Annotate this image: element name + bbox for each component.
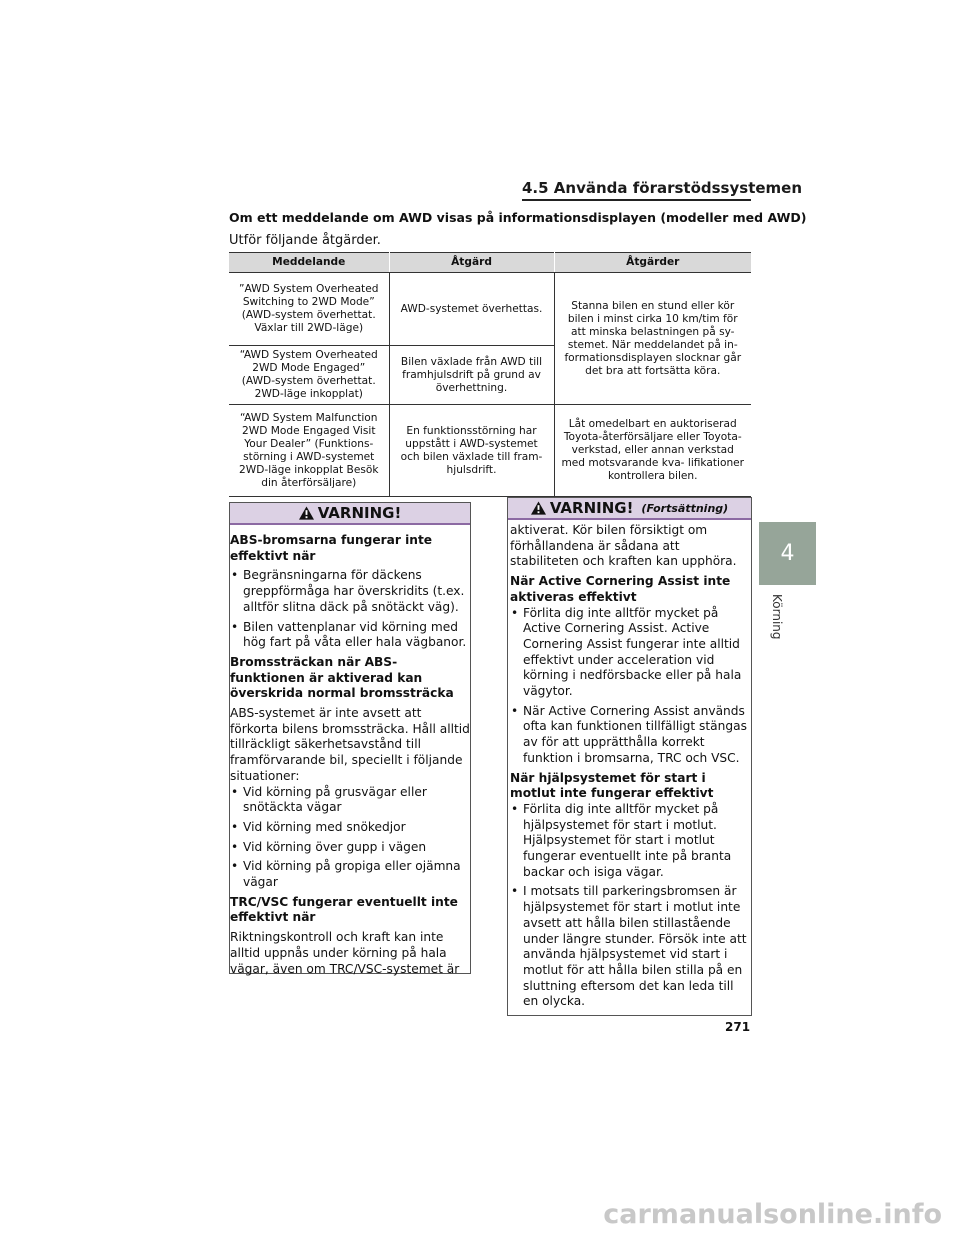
intro-text: Utför följande åtgärder. [229, 233, 381, 248]
warning-title: VARNING! [549, 499, 634, 517]
warning-triangle-icon [531, 501, 546, 515]
list-item: • Bilen vattenplanar vid körning med hög fart på våta eller hala vägbanor. [230, 620, 470, 651]
table-row [229, 405, 751, 497]
message-cell: “AWD System Malfunction 2WD Mode Engaged Visit Your Dealer” (Funktions- störning i AWD-systemet 2WD-läge inkopplat Besök din återförsäljare) [229, 405, 389, 497]
bullet-list [510, 802, 751, 1010]
warning-subtitle: (Fortsättning) [641, 501, 729, 515]
list-item: • Förlita dig inte alltför mycket på hjälpsystemet för start i motlut. Hjälpsystemet för start i motlut fungerar eventuellt inte på branta backar och isiga vägar. [510, 802, 751, 881]
bullet-list [510, 606, 751, 767]
paragraph: ABS-systemet är inte avsett att förkorta bilens bromssträcka. Håll alltid tillräckligt säkerhetsavstånd till framförvarande bil, speciellt i följande situationer: [230, 706, 470, 783]
warning-body [508, 520, 751, 1010]
cause-cell: Bilen växlade från AWD till framhjulsdrift på grund av överhettning. [389, 346, 554, 405]
watermark: carmanualsonline.info [603, 1199, 942, 1230]
table-header-row [229, 253, 751, 273]
column-header: Åtgärd [389, 253, 554, 273]
page-heading: Om ett meddelande om AWD visas på informationsdisplayen (modeller med AWD) [229, 210, 807, 225]
action-cell: Låt omedelbart en auktoriserad Toyota-återförsäljare eller Toyota-verkstad, eller annan verkstad med motsvarande kva- lifikationer kontrollera bilen. [554, 405, 751, 497]
list-item: • Begränsningarna för däckens greppförmåga har överskridits (t.ex. alltför slitna däck på snötäckt väg). [230, 568, 470, 615]
list-item: • När Active Cornering Assist används ofta kan funktionen tillfälligt stängas av för att upprätthålla korrekt funktion i bromsarna, TRC och VSC. [510, 704, 751, 767]
chapter-tab: 4 [759, 522, 816, 585]
section-title: 4.5 Använda förarstödssystemen [522, 179, 803, 197]
action-cell: Stanna bilen en stund eller kör bilen i minst cirka 10 km/tim för att minska belastningen på sy- stemet. När meddelandet på in- formationsdisplayen slocknar går det bra att fortsätta köra. [554, 273, 751, 405]
list-item: • I motsats till parkeringsbromsen är hjälpsystemet för start i motlut inte avsett att hålla bilen stillastående under längre stunder. Försök inte att använda hjälpsystemet vid start i motlut för att hålla bilen stilla på en sluttning eftersom det kan leda till en olycka. [510, 884, 751, 1010]
section-divider [522, 199, 751, 201]
table-row [229, 273, 751, 346]
chapter-label: Körning [770, 594, 784, 640]
cause-cell: En funktionsstörning har uppstått i AWD-systemet och bilen växlade till fram- hjulsdrift. [389, 405, 554, 497]
list-item: • Förlita dig inte alltför mycket på Active Cornering Assist. Active Cornering Assist fungerar inte alltid effektivt under acceleration vid körning i nedförsbacke eller på hala vägytor. [510, 606, 751, 700]
warning-body [230, 525, 470, 977]
message-cell: “AWD System Overheated 2WD Mode Engaged” (AWD-system överhettat. 2WD-läge inkopplat) [229, 346, 389, 405]
list-item: • Vid körning på grusvägar eller snötäckta vägar [230, 785, 470, 816]
bullet-list [230, 568, 470, 651]
warning-header [508, 498, 751, 520]
warning-subheading: TRC/VSC fungerar eventuellt inte effektivt när [230, 894, 458, 925]
column-header: Åtgärder [554, 253, 751, 273]
list-item: • Vid körning med snökedjor [230, 820, 470, 836]
list-item: • Vid körning över gupp i vägen [230, 840, 470, 856]
warning-subheading: När Active Cornering Assist inte aktiveras effektivt [510, 574, 731, 604]
awd-message-table [229, 252, 751, 497]
page-number: 271 [725, 1020, 751, 1034]
warning-subheading: Bromssträckan när ABS-funktionen är aktiverad kan överskrida normal bromssträcka [230, 654, 454, 701]
paragraph: Riktningskontroll och kraft kan inte alltid uppnås under körning på hala vägar, även om TRC/VSC-systemet är [230, 930, 460, 976]
column-header: Meddelande [229, 253, 389, 273]
message-cell: ”AWD System Overheated Switching to 2WD Mode” (AWD-system överhettat. Växlar till 2WD-läge) [229, 273, 389, 346]
warning-title: VARNING! [317, 504, 402, 522]
warning-header [230, 503, 470, 525]
bullet-list [230, 785, 470, 891]
cause-cell: AWD-systemet överhettas. [389, 273, 554, 346]
warning-box-right [507, 497, 752, 1016]
warning-subheading: ABS-bromsarna fungerar inte effektivt när [230, 533, 433, 563]
warning-box-left [229, 502, 471, 974]
list-item: • Vid körning på gropiga eller ojämna vägar [230, 859, 470, 890]
paragraph: aktiverat. Kör bilen försiktigt om förhållandena är sådana att stabiliteten och kraften kan upphöra. [510, 523, 737, 569]
warning-subheading: När hjälpsystemet för start i motlut inte fungerar effektivt [510, 770, 714, 801]
warning-triangle-icon [299, 506, 314, 520]
